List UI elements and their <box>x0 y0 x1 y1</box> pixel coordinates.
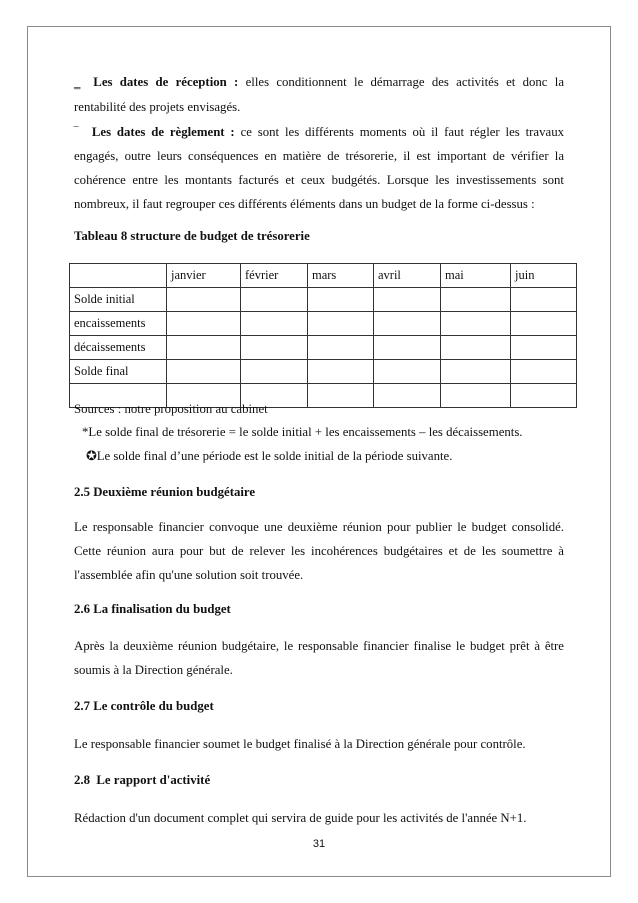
note-period-carryover <box>86 450 576 463</box>
table-cell <box>374 360 441 384</box>
table-row <box>70 336 577 360</box>
star-icon: ✪ <box>86 449 97 463</box>
receipt-dates-text: elles conditionnent le démarrage des activités et donc la <box>245 75 565 89</box>
table-header-row <box>70 264 577 288</box>
month-header: mars <box>308 264 374 288</box>
table-cell <box>441 336 511 360</box>
table-cell <box>241 288 308 312</box>
note-final-balance: *Le solde final de trésorerie = le solde initial + les encaissements – les décaissements. <box>82 425 523 439</box>
table-cell <box>511 336 577 360</box>
section-heading-2-8: 2.8 Le rapport d'activité <box>74 773 211 787</box>
table-cell <box>374 288 441 312</box>
table-cell <box>167 312 241 336</box>
table-cell <box>441 312 511 336</box>
row-label: encaissements <box>70 312 167 336</box>
table-cell <box>441 288 511 312</box>
month-header: juin <box>511 264 577 288</box>
table-cell <box>511 288 577 312</box>
section-heading-2-5: 2.5 Deuxième réunion budgétaire <box>74 485 256 499</box>
table-cell <box>167 360 241 384</box>
term-payment-dates: Les dates de règlement : <box>91 125 235 139</box>
payment-dates-text: ce sont les différents moments où il faut régler les travaux <box>240 125 564 139</box>
month-header: février <box>241 264 308 288</box>
table-cell <box>511 312 577 336</box>
table-title: Tableau 8 structure de budget de trésorerie <box>74 229 310 243</box>
section-2-7-line1: Le responsable financier soumet le budget finalisé à la Direction générale pour contrôle. <box>74 737 526 751</box>
table-cell <box>241 336 308 360</box>
section-2-8-line1: Rédaction d'un document complet qui servira de guide pour les activités de l'année N+1. <box>74 811 527 825</box>
section-2-6-line1: Après la deuxième réunion budgétaire, le responsable financier finalise le budget prêt à être <box>74 639 564 653</box>
table-cell <box>308 312 374 336</box>
dash-marker: ‾ <box>74 125 79 139</box>
budget-table <box>69 263 577 408</box>
section-heading-2-6: 2.6 La finalisation du budget <box>74 602 231 616</box>
table-cell <box>241 312 308 336</box>
section-2-5-line3: l'assemblée afin qu'une solution soit trouvée. <box>74 568 304 582</box>
note-period-text: Le solde final d’une période est le solde initial de la période suivante. <box>96 449 453 463</box>
table-row <box>70 312 577 336</box>
table-cell <box>374 336 441 360</box>
section-2-5-line2: Cette réunion aura pour but de relever les incohérences budgétaires et de les soumettre à <box>74 544 564 558</box>
row-label: Solde initial <box>70 288 167 312</box>
row-label: décaissements <box>70 336 167 360</box>
receipt-dates-line2: rentabilité des projets envisagés. <box>74 100 241 114</box>
table-cell <box>441 360 511 384</box>
table-cell <box>241 360 308 384</box>
table-cell <box>167 336 241 360</box>
table-cell <box>308 288 374 312</box>
section-heading-2-7: 2.7 Le contrôle du budget <box>74 699 214 713</box>
page-number: 31 <box>312 838 326 850</box>
table-cell <box>308 360 374 384</box>
bullet-payment-dates <box>74 126 564 139</box>
table-corner-cell <box>70 264 167 288</box>
row-label: Solde final <box>70 360 167 384</box>
table-sources: Sources : notre proposition au cabinet <box>74 402 268 416</box>
payment-dates-line3: cohérence entre les montants facturés et ceux budgétés. Lorsque les investissements sont <box>74 173 564 187</box>
month-header: janvier <box>167 264 241 288</box>
dash-marker: ‗ <box>74 75 81 89</box>
month-header: mai <box>441 264 511 288</box>
table-row <box>70 288 577 312</box>
table-cell <box>374 312 441 336</box>
section-2-5-line1: Le responsable financier convoque une deuxième réunion pour publier le budget consolidé. <box>74 520 564 534</box>
table-cell <box>511 360 577 384</box>
payment-dates-line4: nombreux, il faut regrouper ces différents éléments dans un budget de la forme ci-dessus : <box>74 197 535 211</box>
bullet-receipt-dates <box>74 76 564 89</box>
term-receipt-dates: Les dates de réception : <box>93 75 239 89</box>
table-cell <box>167 288 241 312</box>
payment-dates-line2: engagés, outre leurs conséquences en matière de trésorerie, il est important de vérifier la <box>74 149 564 163</box>
table-cell <box>308 336 374 360</box>
month-header: avril <box>374 264 441 288</box>
section-2-6-line2: soumis à la Direction générale. <box>74 663 233 677</box>
table-row <box>70 360 577 384</box>
